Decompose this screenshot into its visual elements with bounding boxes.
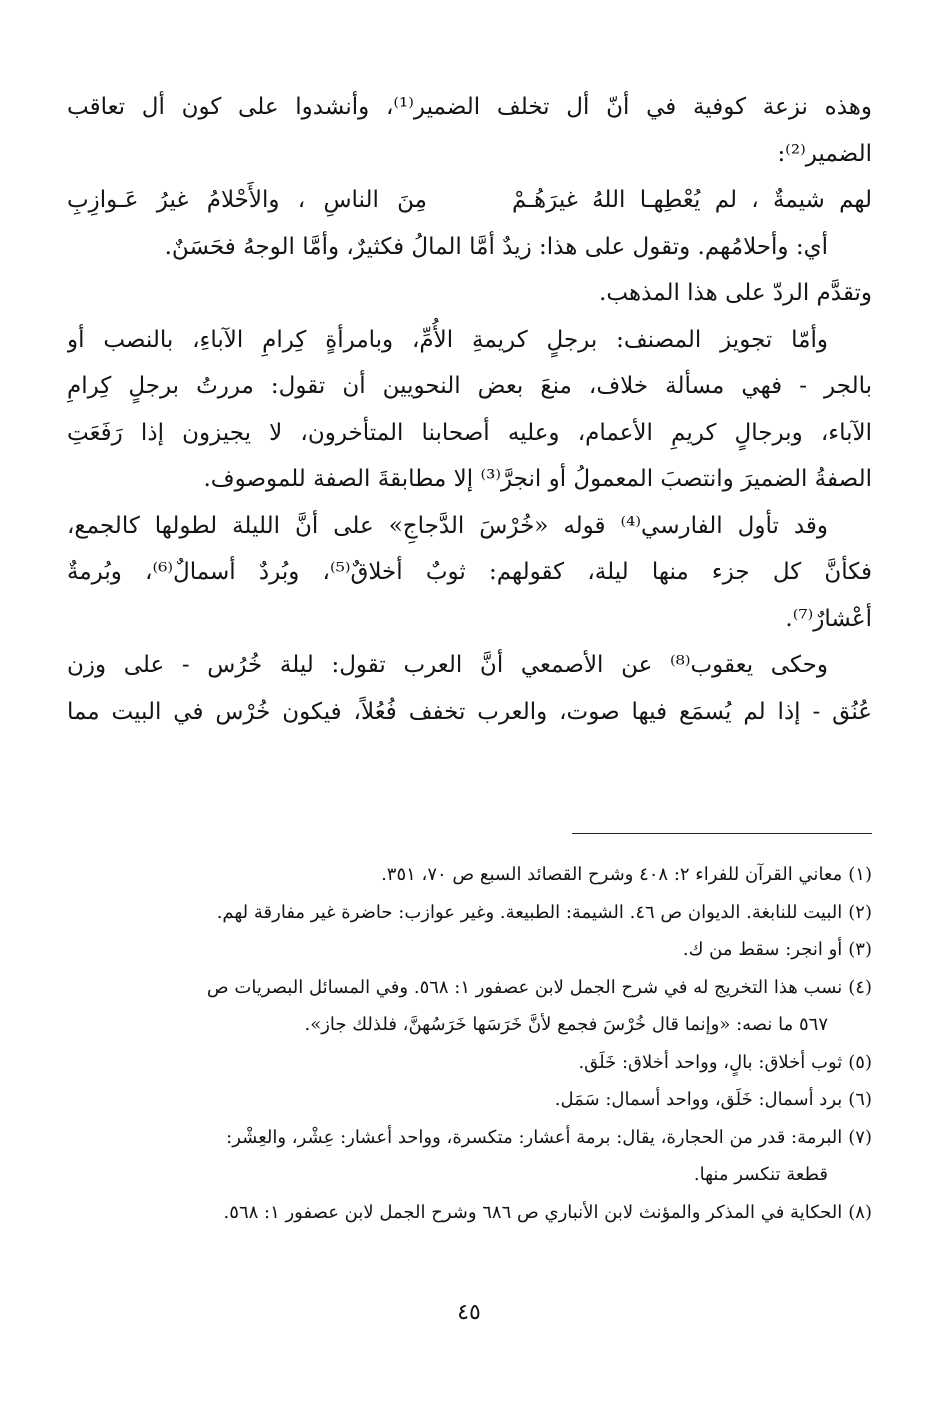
verse-first-hemistich: لهم شيمةٌ ، لم يُعْطِهـا اللهُ غيرَهُـمْ xyxy=(512,187,872,213)
footnote-continuation: قطعة تنكسر منها. xyxy=(693,1164,828,1185)
footnote-text: ثوب أخلاق: بالٍ، وواحد أخلاق: خَلَق. xyxy=(578,1051,843,1073)
footnote-number: (٦) xyxy=(848,1089,872,1110)
poetry-verse xyxy=(67,177,872,224)
footnote-number: (٢) xyxy=(848,901,872,923)
text-line: أي: وأحلامُهم. وتقول على هذا: زيدٌ أمَّا المالُ فكثيرٌ، وأمَّا الوجهُ فحَسَنٌ. xyxy=(164,233,828,260)
text-line: عُنُق - إذا لم يُسمَع فيها صوت، والعرب تخفف فُعُلاً، فيكون خُرْس في البيت مما xyxy=(67,698,872,725)
footnote-text: نسب هذا التخريج له في شرح الجمل لابن عصفور ١: ٥٦٨. وفي المسائل البصريات ص xyxy=(206,976,843,998)
footnotes xyxy=(60,856,872,1231)
page-number: ٤٥ xyxy=(457,1300,481,1325)
footnote-text: البيت للنابغة. الديوان ص ٤٦. الشيمة: الطبيعة. وغير عوازب: حاضرة غير مفارقة لهم. xyxy=(216,901,843,923)
footnote xyxy=(60,1081,872,1119)
footnote-number: (٥) xyxy=(848,1051,872,1073)
footnote-number: (٣) xyxy=(848,939,872,960)
footnote-number: (٨) xyxy=(848,1201,872,1223)
footnote xyxy=(60,856,872,894)
footnote-number: (١) xyxy=(848,864,872,885)
text-line: أعْشارٌ⁽⁷⁾. xyxy=(785,605,872,632)
text-line: وحكى يعقوب⁽⁸⁾ عن الأصمعي أنَّ العرب تقول: ليلة خُرُس - على وزن xyxy=(67,652,828,678)
footnote-text: معاني القرآن للفراء ٢: ٤٠٨ وشرح القصائد السبع ص ٧٠، ٣٥١. xyxy=(381,864,843,885)
text-line: وقد تأول الفارسي⁽⁴⁾ قوله «خُرْسَ الدَّجاجِ» على أنَّ الليلة لطولها كالجمع، xyxy=(67,512,828,539)
footnote-continuation: ٥٦٧ ما نصه: «وإنما قال خُرْسَ فجمع لأنَّ خَرَسَها خَرَسُهنَّ، فلذلك جاز». xyxy=(304,1014,828,1035)
verse-second-hemistich: مِنَ الناسِ ، والأَحْلامُ غيرُ عَـوازِبِ xyxy=(67,187,427,213)
text-line: الصفةُ الضميرَ وانتصبَ المعمولُ أو انجرَّ⁽³⁾ إلا مطابقةَ الصفة للموصوف. xyxy=(203,466,872,492)
footnote-text: الحكاية في المذكر والمؤنث لابن الأنباري ص ٦٨٦ وشرح الجمل لابن عصفور ١: ٥٦٨. xyxy=(223,1201,843,1223)
footnote xyxy=(60,1044,872,1082)
footnote-text: أو انجر: سقط من ك. xyxy=(682,939,843,960)
footnote-text: البرمة: قدر من الحجارة، يقال: برمة أعشار: متكسرة، وواحد أعشار: عِشْر، والعِشْر: xyxy=(226,1126,843,1148)
text-line: الضمير⁽²⁾: xyxy=(777,140,872,167)
footnote-number: (٤) xyxy=(848,976,872,998)
footnote xyxy=(60,894,872,932)
text-line: فكأنَّ كل جزء منها ليلة، كقولهم: ثوبٌ أخلاقٌ⁽⁵⁾، وبُردٌ أسمالٌ⁽⁶⁾، وبُرمةٌ xyxy=(67,559,872,585)
main-text xyxy=(67,84,872,735)
footnote xyxy=(60,1194,872,1232)
footnote-separator xyxy=(572,833,872,834)
text-line: وتقدَّم الردّ على هذا المذهب. xyxy=(599,280,872,306)
text-line: وأمّا تجويز المصنف: برجلٍ كريمةِ الأُمِّ، وبامرأةٍ كِرامِ الآباءِ، بالنصب أو xyxy=(67,326,828,353)
footnote-text: برد أسمال: خَلَق، وواحد أسمال: سَمَل. xyxy=(554,1089,843,1110)
text-line: وهذه نزعة كوفية في أنّ أل تخلف الضمير⁽¹⁾، وأنشدوا على كون أل تعاقب xyxy=(67,94,872,120)
footnote xyxy=(60,969,872,1007)
footnote xyxy=(60,1119,872,1157)
text-line: الآباء، وبرجالٍ كريمِ الأعمام، وعليه أصحابنا المتأخرون، لا يجيزون إذا رَفَعَتِ xyxy=(67,419,872,446)
footnote-number: (٧) xyxy=(848,1126,872,1148)
footnote xyxy=(60,931,872,969)
text-line: بالجر - فهي مسألة خلاف، منعَ بعض النحويين أن تقول: مررتُ برجلٍ كِرامِ xyxy=(67,373,872,399)
